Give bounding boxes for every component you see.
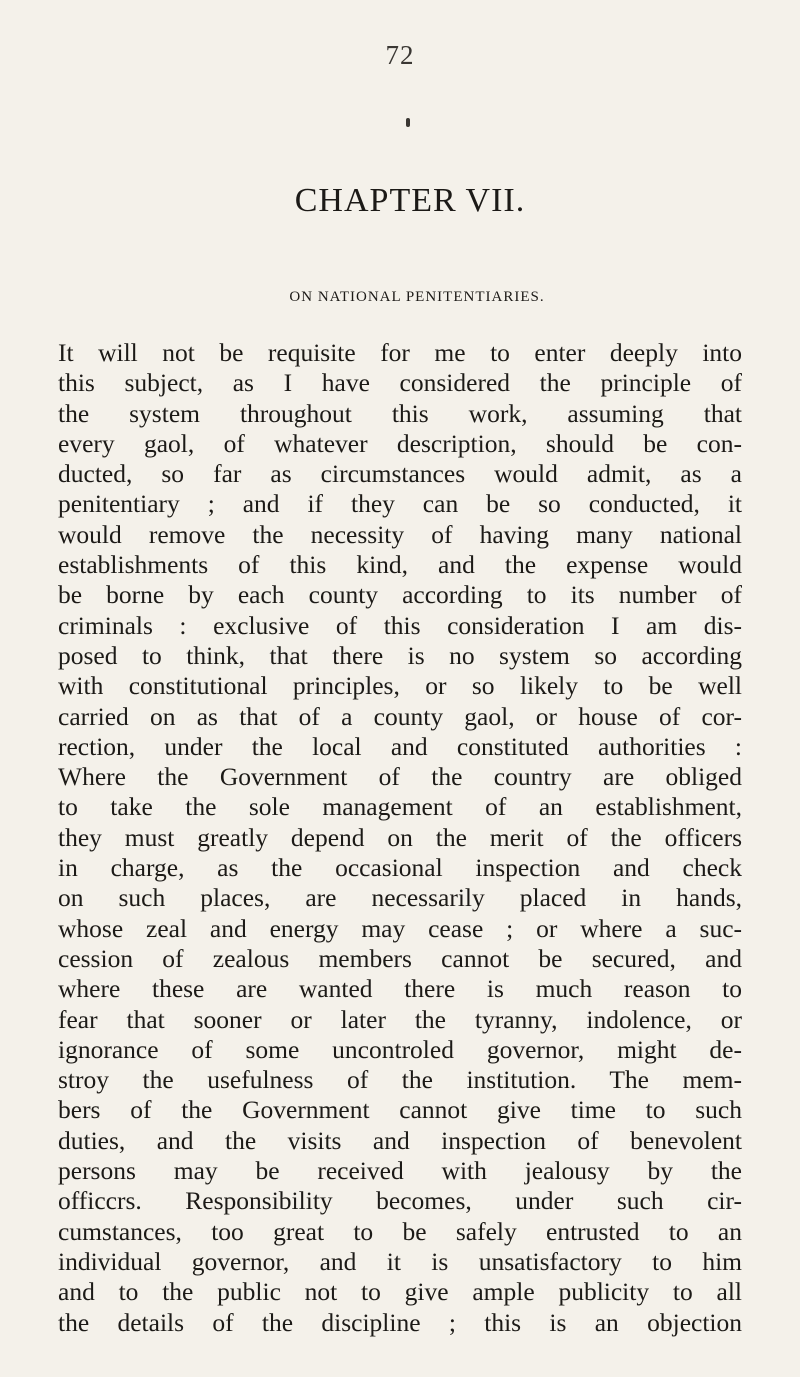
body-line: cession of zealous members cannot be secured, and bbox=[58, 943, 742, 973]
printer-mark bbox=[406, 118, 410, 127]
body-line: the system throughout this work, assuming that bbox=[58, 398, 742, 428]
body-line: officcrs. Responsibility becomes, under such cir- bbox=[58, 1186, 742, 1216]
body-line: with constitutional principles, or so likely to be well bbox=[58, 671, 742, 701]
body-line: cumstances, too great to be safely entrusted to an bbox=[58, 1216, 742, 1246]
body-line: ducted, so far as circumstances would admit, as a bbox=[58, 459, 742, 489]
body-line: stroy the usefulness of the institution. The mem- bbox=[58, 1065, 742, 1095]
body-line: carried on as that of a county gaol, or house of cor- bbox=[58, 701, 742, 731]
body-line: posed to think, that there is no system so according bbox=[58, 640, 742, 670]
body-line: whose zeal and energy may cease ; or where a suc- bbox=[58, 913, 742, 943]
body-line: It will not be requisite for me to enter deeply into bbox=[58, 338, 742, 367]
body-line: establishments of this kind, and the expense would bbox=[58, 550, 742, 580]
body-line: and to the public not to give ample publicity to all bbox=[58, 1277, 742, 1307]
body-line: they must greatly depend on the merit of the officers bbox=[58, 822, 742, 852]
body-line: penitentiary ; and if they can be so conducted, it bbox=[58, 489, 742, 519]
body-line: this subject, as I have considered the principle of bbox=[58, 368, 742, 398]
body-line: be borne by each county according to its number of bbox=[58, 580, 742, 610]
body-line: fear that sooner or later the tyranny, indolence, or bbox=[58, 1004, 742, 1034]
body-line: bers of the Government cannot give time to such bbox=[58, 1095, 742, 1125]
body-line: ignorance of some uncontroled governor, might de- bbox=[58, 1034, 742, 1064]
body-line: rection, under the local and constituted authorities : bbox=[58, 731, 742, 761]
body-line: individual governor, and it is unsatisfactory to him bbox=[58, 1246, 742, 1276]
body-line: persons may be received with jealousy by the bbox=[58, 1156, 742, 1186]
body-line: every gaol, of whatever description, should be con- bbox=[58, 428, 742, 458]
body-text bbox=[58, 338, 742, 1338]
body-line: in charge, as the occasional inspection and check bbox=[58, 853, 742, 883]
page-number: 72 bbox=[385, 40, 415, 70]
body-line: Where the Government of the country are obliged bbox=[58, 762, 742, 792]
body-line: would remove the necessity of having many national bbox=[58, 519, 742, 549]
body-line: duties, and the visits and inspection of benevolent bbox=[58, 1125, 742, 1155]
chapter-title: CHAPTER VII. bbox=[294, 182, 526, 219]
body-line: on such places, are necessarily placed in hands, bbox=[58, 883, 742, 913]
body-line: to take the sole management of an establishment, bbox=[58, 792, 742, 822]
chapter-subtitle: ON NATIONAL PENITENTIARIES. bbox=[289, 289, 545, 305]
body-line: the details of the discipline ; this is an objection bbox=[58, 1307, 742, 1337]
body-line: criminals : exclusive of this consideration I am dis- bbox=[58, 610, 742, 640]
body-line: where these are wanted there is much reason to bbox=[58, 974, 742, 1004]
